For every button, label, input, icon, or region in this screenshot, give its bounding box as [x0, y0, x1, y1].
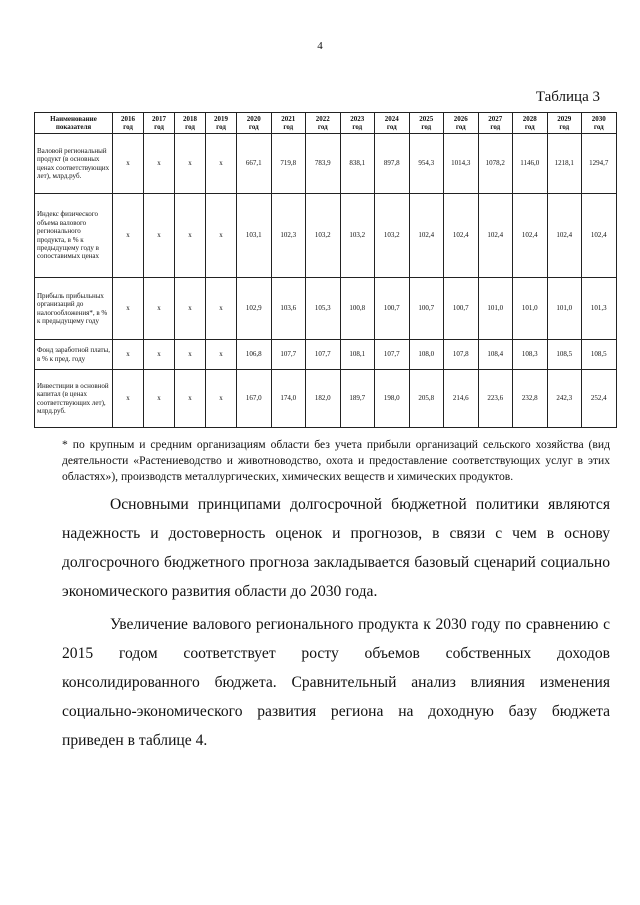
row-label: Прибыль прибыльных организаций до налогообложения*, в % к предыдущему году — [35, 278, 113, 340]
value-cell: 954,3 — [409, 134, 444, 194]
row-label: Валовой региональный продукт (в основных ценах соответствующих лет), млрд.руб. — [35, 134, 113, 194]
value-cell: 719,8 — [271, 134, 306, 194]
value-cell: x — [175, 370, 206, 428]
value-cell: 838,1 — [340, 134, 375, 194]
header-year-2019 — [206, 113, 237, 134]
value-cell: 102,4 — [582, 194, 617, 278]
value-cell: 103,1 — [237, 194, 272, 278]
year-label: 2019 — [214, 115, 228, 123]
paragraph-principles: Основными принципами долгосрочной бюджетной политики являются надежность и достоверность оценок и прогнозов, в связи с чем в основу долгосрочного бюджетного прогноза закладывается базовый сценарий социально экономического развития области до 2030 года. — [62, 496, 610, 600]
value-cell: 174,0 — [271, 370, 306, 428]
year-unit-label: год — [283, 123, 294, 132]
value-cell: 223,6 — [478, 370, 513, 428]
value-cell: 198,0 — [375, 370, 410, 428]
value-cell: 242,3 — [547, 370, 582, 428]
value-cell: x — [175, 194, 206, 278]
year-unit-label: год — [490, 123, 501, 132]
value-cell: 1014,3 — [444, 134, 479, 194]
value-cell: x — [175, 340, 206, 370]
header-year-2021 — [271, 113, 306, 134]
year-unit-label: год — [559, 123, 570, 132]
table-header-row — [35, 113, 617, 134]
row-label: Инвестиции в основной капитал (в ценах соответствующих лет), млрд.руб. — [35, 370, 113, 428]
year-unit-label: год — [123, 123, 133, 132]
value-cell: 108,0 — [409, 340, 444, 370]
value-cell: 106,8 — [237, 340, 272, 370]
value-cell: 101,0 — [478, 278, 513, 340]
table-row — [35, 278, 617, 340]
value-cell: 107,8 — [444, 340, 479, 370]
value-cell: 252,4 — [582, 370, 617, 428]
year-label: 2018 — [183, 115, 197, 123]
year-unit-label: год — [216, 123, 226, 132]
row-label: Фонд заработной платы, в % к пред. году — [35, 340, 113, 370]
year-label: 2026 — [453, 115, 468, 123]
table-body — [35, 134, 617, 428]
value-cell: x — [206, 370, 237, 428]
value-cell: 101,3 — [582, 278, 617, 340]
header-year-2026 — [444, 113, 479, 134]
header-year-2018 — [175, 113, 206, 134]
value-cell: 103,2 — [306, 194, 341, 278]
year-label: 2025 — [419, 115, 434, 123]
indicators-table — [34, 112, 617, 428]
table-row — [35, 134, 617, 194]
value-cell: x — [144, 370, 175, 428]
value-cell: x — [144, 340, 175, 370]
value-cell: 100,7 — [409, 278, 444, 340]
value-cell: 103,6 — [271, 278, 306, 340]
table-row — [35, 340, 617, 370]
value-cell: 105,3 — [306, 278, 341, 340]
year-unit-label: год — [154, 123, 164, 132]
value-cell: x — [113, 134, 144, 194]
header-year-2029 — [547, 113, 582, 134]
year-label: 2020 — [246, 115, 261, 123]
header-year-2020 — [237, 113, 272, 134]
value-cell: 783,9 — [306, 134, 341, 194]
value-cell: 232,8 — [513, 370, 548, 428]
value-cell: x — [206, 134, 237, 194]
value-cell: x — [113, 194, 144, 278]
value-cell: 103,2 — [340, 194, 375, 278]
value-cell: x — [113, 278, 144, 340]
year-unit-label: год — [524, 123, 535, 132]
value-cell: 667,1 — [237, 134, 272, 194]
value-cell: 100,8 — [340, 278, 375, 340]
value-cell: 103,2 — [375, 194, 410, 278]
paragraph-grp-growth: Увеличение валового регионального продукта к 2030 году по сравнению с 2015 годом соответствует росту объемов собственных доходов консолидированного бюджета. Сравнительный анализ влияния изменения социально-экономического развития региона на доходную базу бюджета приведен в таблице 4. — [62, 616, 610, 749]
value-cell: 214,6 — [444, 370, 479, 428]
year-label: 2030 — [591, 115, 606, 123]
header-year-2016 — [113, 113, 144, 134]
year-unit-label: год — [185, 123, 195, 132]
value-cell: x — [175, 134, 206, 194]
value-cell: 101,0 — [547, 278, 582, 340]
year-unit-label: год — [455, 123, 466, 132]
value-cell: 1078,2 — [478, 134, 513, 194]
value-cell: 102,4 — [444, 194, 479, 278]
value-cell: 1294,7 — [582, 134, 617, 194]
page-number: 4 — [317, 40, 323, 52]
value-cell: x — [113, 340, 144, 370]
table-row — [35, 370, 617, 428]
header-year-2022 — [306, 113, 341, 134]
header-year-2028 — [513, 113, 548, 134]
value-cell: x — [144, 194, 175, 278]
value-cell: 107,7 — [375, 340, 410, 370]
value-cell: 101,0 — [513, 278, 548, 340]
header-year-2023 — [340, 113, 375, 134]
value-cell: 102,4 — [478, 194, 513, 278]
value-cell: 182,0 — [306, 370, 341, 428]
value-cell: 108,4 — [478, 340, 513, 370]
year-label: 2022 — [315, 115, 330, 123]
year-unit-label: год — [248, 123, 259, 132]
row-label: Индекс физического объема валового регионального продукта, в % к предыдущему году в сопоставимых ценах — [35, 194, 113, 278]
value-cell: 107,7 — [306, 340, 341, 370]
value-cell: 108,5 — [547, 340, 582, 370]
table-footnote: * по крупным и средним организациям области без учета прибыли организаций сельского хозяйства (вид деятельности «Растениеводство и животноводство, охота и предоставление соответствующих услуг в этих областях»), производств металлургических, химических веществ и химических продуктов. — [62, 438, 610, 483]
value-cell: 108,5 — [582, 340, 617, 370]
header-name-cell: Наименование показателя — [35, 113, 113, 134]
year-label: 2029 — [557, 115, 572, 123]
header-year-2025 — [409, 113, 444, 134]
year-label: 2017 — [152, 115, 166, 123]
year-unit-label: год — [593, 123, 604, 132]
value-cell: 100,7 — [444, 278, 479, 340]
value-cell: x — [206, 194, 237, 278]
year-unit-label: год — [352, 123, 363, 132]
year-label: 2027 — [488, 115, 503, 123]
year-unit-label: год — [421, 123, 432, 132]
value-cell: x — [175, 278, 206, 340]
header-year-2024 — [375, 113, 410, 134]
value-cell: 108,3 — [513, 340, 548, 370]
table-caption: Таблица 3 — [535, 89, 600, 105]
value-cell: 102,4 — [513, 194, 548, 278]
value-cell: 167,0 — [237, 370, 272, 428]
value-cell: x — [144, 134, 175, 194]
table-row — [35, 194, 617, 278]
year-label: 2021 — [281, 115, 296, 123]
value-cell: 1218,1 — [547, 134, 582, 194]
year-label: 2024 — [384, 115, 399, 123]
year-label: 2016 — [121, 115, 135, 123]
value-cell: 897,8 — [375, 134, 410, 194]
value-cell: 189,7 — [340, 370, 375, 428]
value-cell: 102,4 — [547, 194, 582, 278]
header-year-2030 — [582, 113, 617, 134]
year-unit-label: год — [386, 123, 397, 132]
header-year-2017 — [144, 113, 175, 134]
year-label: 2028 — [522, 115, 537, 123]
value-cell: 102,4 — [409, 194, 444, 278]
value-cell: 100,7 — [375, 278, 410, 340]
value-cell: x — [206, 340, 237, 370]
header-year-2027 — [478, 113, 513, 134]
value-cell: 107,7 — [271, 340, 306, 370]
value-cell: 1146,0 — [513, 134, 548, 194]
year-label: 2023 — [350, 115, 365, 123]
value-cell: x — [144, 278, 175, 340]
value-cell: 102,3 — [271, 194, 306, 278]
value-cell: 205,8 — [409, 370, 444, 428]
value-cell: 108,1 — [340, 340, 375, 370]
year-unit-label: год — [317, 123, 328, 132]
value-cell: x — [113, 370, 144, 428]
value-cell: x — [206, 278, 237, 340]
value-cell: 102,9 — [237, 278, 272, 340]
